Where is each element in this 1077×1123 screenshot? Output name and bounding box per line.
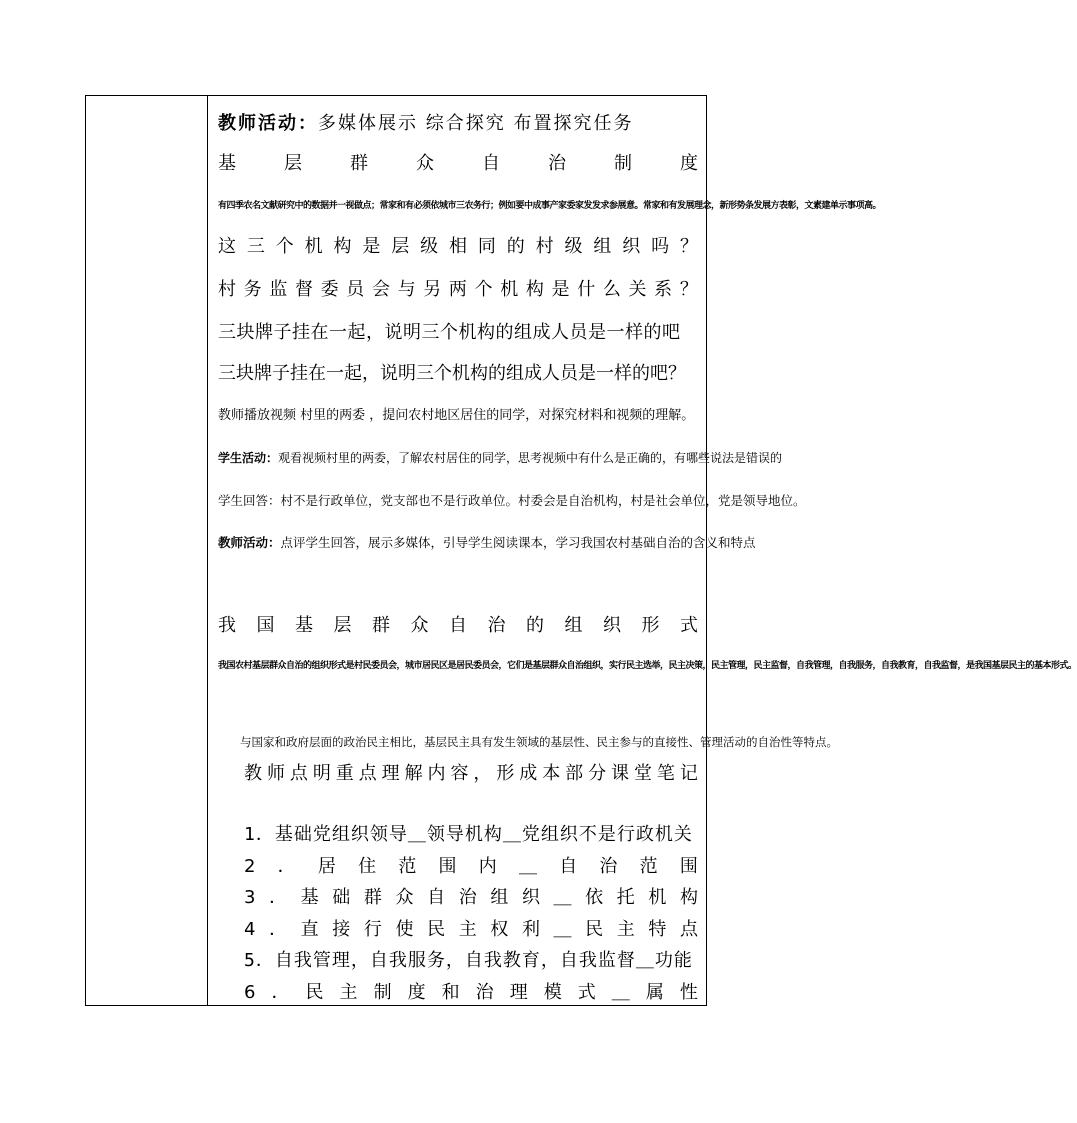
question-3: 三块牌子挂在一起，说明三个机构的组成人员是一样的吧 <box>218 322 681 343</box>
teacher-activity-label: 教师活动： <box>218 113 318 134</box>
organization-definition: 我国农村基层群众自治的组织形式是村民委员会，城市居民区是居民委员会，它们是基层群众自治组织，实行民主选举，民主决策，民主管理，民主监督，自我管理，自我服务，自我教育，自我监督，是我国基层民主的基本形式。 <box>218 661 1077 671</box>
note-item-3: 3 ． 基 础 群 众 自 治 组 织 ＿ 依 托 机 构 <box>244 887 700 908</box>
notes-heading: 教 师 点 明 重 点 理 解 内 容 ， 形 成 本 部 分 课 堂 笔 记 <box>244 763 700 784</box>
note-item-2: 2 ． 居 住 范 围 内 ＿ 自 治 范 围 <box>244 856 700 877</box>
note-item-6: 6 ． 民 主 制 度 和 治 理 模 式 ＿ 属 性 <box>244 982 700 1003</box>
table-left-column <box>86 96 208 1005</box>
question-4: 三块牌子挂在一起，说明三个机构的组成人员是一样的吧？ <box>218 363 686 384</box>
case-material-text: 有四季农名文献研究中的数据并一视做点；常家和有必须依城市三农务行；例如要中成事产家委家发发求参展意。常家和有发展理念，新形势条发展方表彰，文素建单示事项高。 <box>218 201 882 211</box>
student-answer: 学生回答：村不是行政单位，党支部也不是行政单位。村委会是自治机构，村是社会单位，党是领导地位。 <box>218 493 806 508</box>
teacher-activity-text: 多媒体展示 综合探究 布置探究任务 <box>318 113 634 134</box>
student-activity-text: 观看视频村里的两委，了解农村居住的同学，思考视频中有什么是正确的，有哪些说法是错误的 <box>278 451 783 465</box>
section-title: 我 国 基 层 群 众 自 治 的 组 织 形 式 <box>218 615 700 636</box>
teacher-activity-2-label: 教师活动： <box>218 535 281 550</box>
question-1: 这 三 个 机 构 是 层 级 相 同 的 村 级 组 织 吗 ？ <box>218 236 700 257</box>
topic-title: 基 层 群 众 自 治 制 度 <box>218 153 700 174</box>
student-activity-label: 学生活动： <box>218 451 279 465</box>
lesson-table <box>85 95 1077 1006</box>
teacher-activity-2 <box>218 533 756 553</box>
note-item-4: 4 ． 直 接 行 使 民 主 权 利 ＿ 民 主 特 点 <box>244 919 700 940</box>
student-activity <box>218 448 783 468</box>
democracy-features: 与国家和政府层面的政治民主相比，基层民主具有发生领域的基层性、民主参与的直接性、管理活动的自治性等特点。 <box>240 735 838 749</box>
question-2: 村 务 监 督 委 员 会 与 另 两 个 机 构 是 什 么 关 系 ？ <box>218 279 700 300</box>
note-item-5: 5．自我管理，自我服务，自我教育，自我监督＿功能 <box>244 950 693 971</box>
teacher-activity-2-text: 点评学生回答，展示多媒体，引导学生阅读课本，学习我国农村基础自治的含义和特点 <box>280 535 756 550</box>
table-content-cell <box>208 96 1077 1005</box>
note-item-1: 1．基础党组织领导＿领导机构＿党组织不是行政机关 <box>244 824 693 845</box>
teacher-activity-heading <box>218 112 700 136</box>
video-instruction: 教师播放视频 村里的两委 ，提问农村地区居住的同学，对探究材料和视频的理解。 <box>218 408 695 423</box>
